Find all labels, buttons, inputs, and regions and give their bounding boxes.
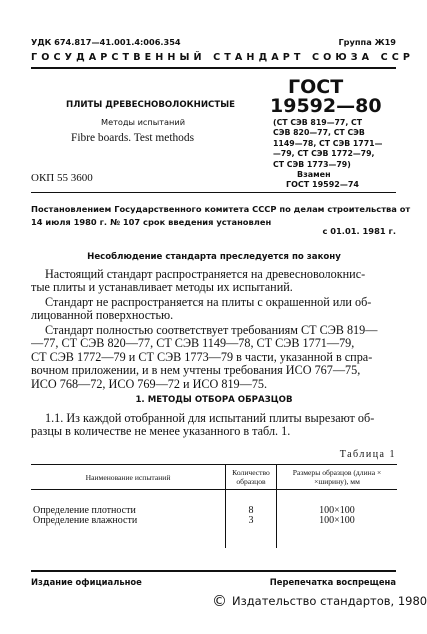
document-subtitle: Методы испытаний — [101, 117, 186, 127]
paragraph-exclusion — [31, 296, 396, 323]
paragraph-scope — [31, 268, 396, 295]
text-line: 1.1. Из каждой отобранной для испытаний плиты вырезают об- — [45, 412, 375, 425]
text-line: —77, СТ СЭВ 820—77, СТ СЭВ 1149—78, СТ СЭВ 1771—79, — [31, 337, 355, 351]
document-title: ПЛИТЫ ДРЕВЕСНОВОЛОКНИСТЫЕ — [66, 100, 235, 110]
table-row — [31, 516, 397, 548]
paragraph-sampling — [31, 412, 396, 439]
gost-references — [273, 118, 382, 170]
reprint-note: Перепечатка воспрещена — [269, 577, 396, 587]
text-line: СТ СЭВ 1772—79 и СТ СЭВ 1773—79 в части, указанной в спра- — [31, 350, 373, 364]
edition-note: Издание официальное — [31, 577, 142, 587]
title-rule — [31, 192, 396, 193]
text-line: Стандарт полностью соответствует требованиям СТ СЭВ 819— — [45, 324, 378, 337]
footer-rule — [31, 570, 396, 572]
text-line: Настоящий стандарт распространяется на древесноволокнис- — [45, 268, 366, 281]
gost-ref-line: (СТ СЭВ 819—77, СТ — [273, 118, 363, 127]
table-header-row — [31, 465, 397, 490]
replaced-standard: ГОСТ 19592—74 — [286, 180, 359, 189]
table-caption: Таблица 1 — [339, 449, 396, 460]
gost-number: 19592—80 — [270, 95, 382, 117]
decree-line: Постановлением Государственного комитета СССР по делам строительства от — [31, 204, 411, 214]
gost-ref-line: 1149—78, СТ СЭВ 1771— — [273, 138, 383, 148]
udk-code: УДК 674.817—41.001.4:006.354 — [31, 37, 181, 47]
table-row — [31, 490, 397, 517]
text-line: вочном приложении, и в нем учтены требования ИСО 767—75, — [31, 364, 361, 378]
samples-table — [31, 464, 397, 548]
replaces-label: Взамен — [297, 170, 331, 179]
banner: ГОСУДАРСТВЕННЫЙ СТАНДАРТ СОЮЗА ССР — [31, 52, 415, 63]
text-line: ИСО 768—72, ИСО 769—72 и ИСО 819—75. — [31, 377, 268, 391]
table-cell: 100×100 — [277, 490, 398, 517]
section-heading: 1. МЕТОДЫ ОТБОРА ОБРАЗЦОВ — [135, 395, 293, 405]
okp-code: ОКП 55 3600 — [31, 172, 93, 184]
gost-label: ГОСТ — [288, 76, 344, 98]
table-cell: Определение влажности — [33, 515, 138, 526]
text-line: разцы в количестве не менее указанного в табл. 1. — [31, 425, 291, 439]
header-rule — [31, 67, 396, 69]
publisher: Издательство стандартов, 1980 — [232, 594, 427, 608]
text-line: Стандарт не распространяется на плиты с окрашенной или об- — [45, 296, 372, 309]
paragraph-compliance — [31, 324, 396, 391]
table-cell: Определение плотности — [33, 505, 136, 516]
legal-notice: Несоблюдение стандарта преследуется по закону — [87, 252, 341, 262]
table-cell: 8 — [226, 490, 277, 517]
gost-ref-line: —79, СТ СЭВ 1772—79, — [273, 149, 375, 159]
table-cell: 3 — [226, 516, 277, 548]
group-code: Группа Ж19 — [338, 37, 396, 47]
table-cell: 100×100 — [277, 516, 398, 548]
decree — [31, 203, 410, 228]
column-header: Размеры образцов (длина × ×ширину), мм — [277, 465, 398, 490]
document-title-english: Fibre boards. Test methods — [71, 132, 195, 144]
decree-line: 14 июля 1980 г. № 107 срок введения установлен — [31, 216, 272, 227]
column-header: Наименование испытаний — [31, 465, 226, 490]
copyright-icon: © — [212, 592, 227, 610]
gost-ref-line: СТ СЭВ 1773—79) — [273, 159, 351, 169]
text-line: тые плиты и устанавливает методы их испытаний. — [31, 281, 293, 295]
text-line: лицованной поверхностью. — [31, 309, 174, 323]
column-header: Количество образцов — [226, 465, 277, 490]
gost-ref-line: СЭВ 820—77, СТ СЭВ — [273, 128, 365, 138]
effective-date: с 01.01. 1981 г. — [322, 226, 396, 236]
